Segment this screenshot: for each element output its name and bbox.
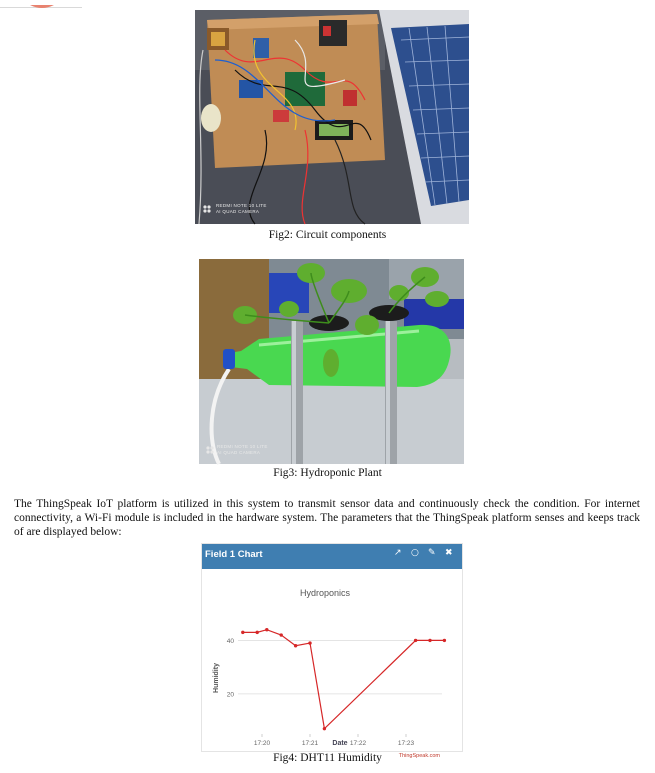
- close-icon[interactable]: ✖: [445, 548, 453, 558]
- figure-caption: Fig3: Hydroponic Plant: [273, 467, 382, 479]
- data-point[interactable]: [265, 628, 268, 631]
- x-axis-label: Date: [332, 740, 348, 747]
- thingspeak-credit: ThingSpeak.com: [398, 753, 440, 759]
- chart-widget-title: Field 1 Chart: [205, 549, 263, 560]
- edit-icon[interactable]: ✎: [428, 548, 436, 558]
- chart-widget-header: [202, 544, 462, 569]
- camera-watermark-line1: REDMI NOTE 10 LITE: [217, 444, 268, 449]
- top-logo-fragment: [0, 0, 82, 8]
- y-tick-label: 20: [226, 691, 234, 699]
- data-point[interactable]: [443, 639, 446, 642]
- data-point[interactable]: [241, 631, 244, 634]
- data-point[interactable]: [256, 631, 259, 634]
- logo-fragment-icon: [0, 5, 82, 13]
- x-tick-label: 17:23: [397, 740, 415, 747]
- figure-caption: Fig2: Circuit components: [268, 229, 387, 241]
- data-point[interactable]: [414, 639, 417, 642]
- external-link-icon[interactable]: ↗: [394, 548, 402, 558]
- hydroponic-plant-photo: [199, 259, 464, 464]
- camera-watermark-line1: REDMI NOTE 10 LITE: [216, 203, 267, 208]
- figure-caption: Fig4: DHT11 Humidity: [273, 752, 382, 764]
- data-point[interactable]: [280, 633, 283, 636]
- camera-watermark-line2: AI QUAD CAMERA: [216, 209, 260, 214]
- data-point[interactable]: [294, 644, 297, 647]
- data-point[interactable]: [323, 727, 326, 730]
- x-tick-label: 17:22: [349, 740, 367, 747]
- body-paragraph: The ThingSpeak IoT platform is utilized in this system to transmit sensor data and continuously check the condition. For internet connectivity, a Wi-Fi module is included in the hardware system. The parameters that the ThingSpeak platform senses and keeps track of are displayed below:: [14, 498, 640, 538]
- y-tick-label: 40: [226, 637, 234, 645]
- data-point[interactable]: [308, 641, 311, 644]
- data-point[interactable]: [428, 639, 431, 642]
- y-axis-label: Humidity: [213, 663, 220, 693]
- series-line: [243, 630, 445, 729]
- circuit-components-photo: [195, 10, 469, 224]
- camera-watermark-line2: AI QUAD CAMERA: [217, 450, 261, 455]
- x-tick-label: 17:20: [253, 740, 271, 747]
- chart-title: Hydroponics: [299, 588, 351, 598]
- comment-icon[interactable]: ○: [411, 548, 419, 558]
- x-tick-label: 17:21: [301, 740, 319, 747]
